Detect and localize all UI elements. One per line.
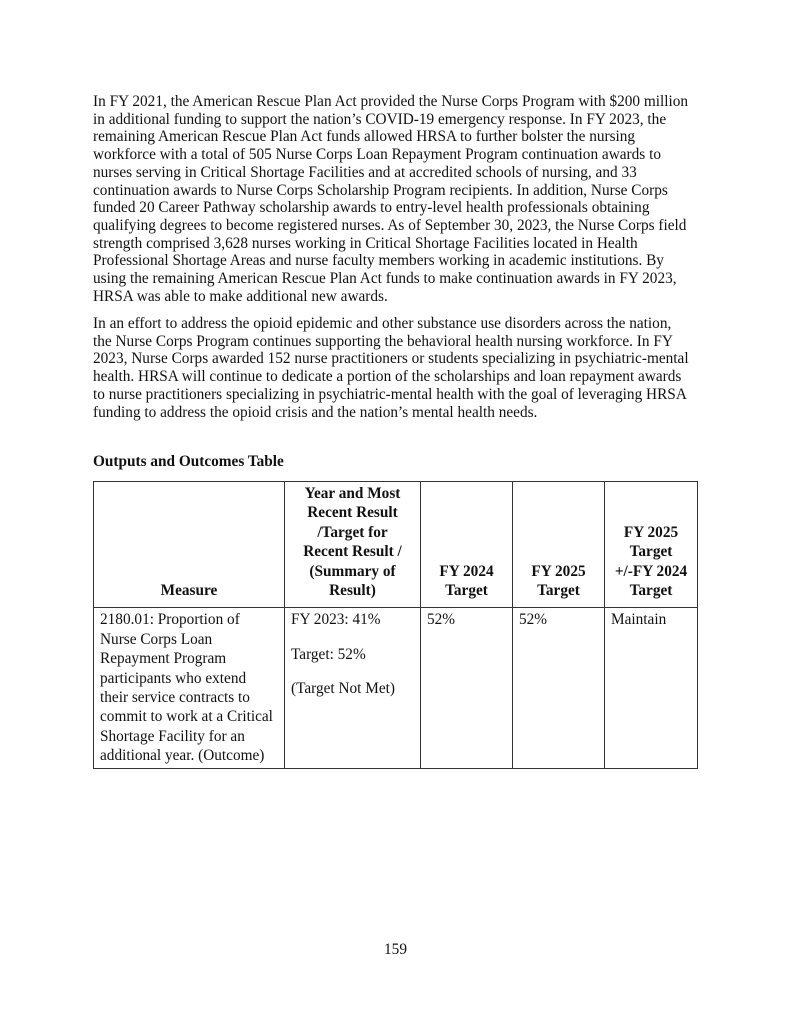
- text-line: funded 20 Career Pathway scholarship awards to entry-level health professionals obtaining: [93, 199, 650, 217]
- measure-text: Repayment Program: [100, 650, 227, 668]
- header-text: Recent Result: [307, 504, 398, 522]
- text-line: to nurse practitioners specializing in psychiatric-mental health with the goal of leveraging HRSA: [93, 385, 687, 403]
- header-text: (Summary of: [309, 562, 396, 580]
- text-line: remaining American Rescue Plan Act funds allowed HRSA to further bolster the nursing: [93, 128, 636, 146]
- header-text: Target: [629, 582, 673, 600]
- text-line: continuation awards to Nurse Corps Scholarship Program recipients. In addition, Nurse Corps: [93, 181, 668, 199]
- text-line: using the remaining American Rescue Plan Act funds to make continuation awards in FY 2023,: [93, 270, 677, 288]
- cell-fy2024-target: 52%: [421, 608, 513, 768]
- paragraph-opioid: [93, 315, 713, 421]
- cell-change: Maintain: [605, 608, 698, 768]
- text-line: strength comprised 3,628 nurses working in Critical Shortage Facilities located in Health: [93, 234, 638, 252]
- measure-text: Nurse Corps Loan: [100, 630, 213, 648]
- measure-text: commit to work at a Critical: [100, 708, 273, 726]
- text-line: health. HRSA will continue to dedicate a portion of the scholarships and loan repayment awards: [93, 368, 682, 386]
- status-value: (Target Not Met): [291, 680, 395, 698]
- paragraph-arp-funding: [93, 93, 713, 305]
- text-line: HRSA was able to make additional new awards.: [93, 287, 388, 305]
- header-measure: [94, 482, 285, 608]
- text-line: Professional Shortage Areas and nurse faculty members working in academic institutions. By: [93, 252, 664, 270]
- header-fy2025-target: [513, 482, 605, 608]
- cell-recent-result: [285, 608, 421, 768]
- text-line: funding to address the opioid crisis and the nation’s mental health needs.: [93, 403, 538, 421]
- text-line: 2023, Nurse Corps awarded 152 nurse practitioners or students specializing in psychiatric-mental: [93, 350, 689, 368]
- text-line: qualifying degrees to become registered nurses. As of September 30, 2023, the Nurse Corps field: [93, 216, 687, 234]
- outputs-outcomes-table: [93, 481, 698, 769]
- header-text: Target: [445, 582, 488, 600]
- table-heading: Outputs and Outcomes Table: [93, 453, 284, 470]
- header-text: FY 2025: [531, 562, 586, 580]
- measure-text: participants who extend: [100, 669, 247, 687]
- result-value: FY 2023: 41%: [291, 611, 381, 629]
- header-text: Year and Most: [304, 485, 401, 502]
- table-header-row: [94, 482, 698, 608]
- measure-text: additional year. (Outcome): [100, 747, 265, 765]
- header-recent-result: [285, 482, 421, 608]
- text-line: nurses serving in Critical Shortage Facilities and at accredited schools of nursing, and 33: [93, 163, 637, 181]
- header-text: Target: [537, 582, 580, 600]
- header-text: FY 2024: [439, 562, 494, 580]
- text-line: In an effort to address the opioid epidemic and other substance use disorders across the nation,: [93, 315, 672, 332]
- measure-text: their service contracts to: [100, 689, 250, 707]
- header-text: Result): [329, 582, 376, 600]
- header-fy2024-target: [421, 482, 513, 608]
- cell-fy2025-target: 52%: [513, 608, 605, 768]
- measure-text: 2180.01: Proportion of: [100, 611, 240, 629]
- header-text: /Target for: [317, 523, 388, 541]
- text-line: In FY 2021, the American Rescue Plan Act provided the Nurse Corps Program with $200 million: [93, 93, 689, 110]
- header-text: FY 2025: [623, 523, 679, 541]
- cell-measure: [94, 608, 285, 768]
- text-line: the Nurse Corps Program continues supporting the behavioral health nursing workforce. In FY: [93, 332, 673, 350]
- page-number: 159: [384, 941, 407, 958]
- text-line: workforce with a total of 505 Nurse Corps Loan Repayment Program continuation awards to: [93, 146, 661, 164]
- header-change: [605, 482, 698, 608]
- header-text: +/-FY 2024: [614, 562, 688, 580]
- table-row: [94, 608, 698, 768]
- measure-text: Shortage Facility for an: [100, 727, 245, 745]
- header-text: Recent Result /: [303, 543, 402, 561]
- target-value: Target: 52%: [291, 645, 366, 663]
- header-text: Target: [629, 543, 673, 561]
- text-line: in additional funding to support the nation’s COVID-19 emergency response. In FY 2023, the: [93, 110, 667, 128]
- header-text: Measure: [160, 582, 218, 600]
